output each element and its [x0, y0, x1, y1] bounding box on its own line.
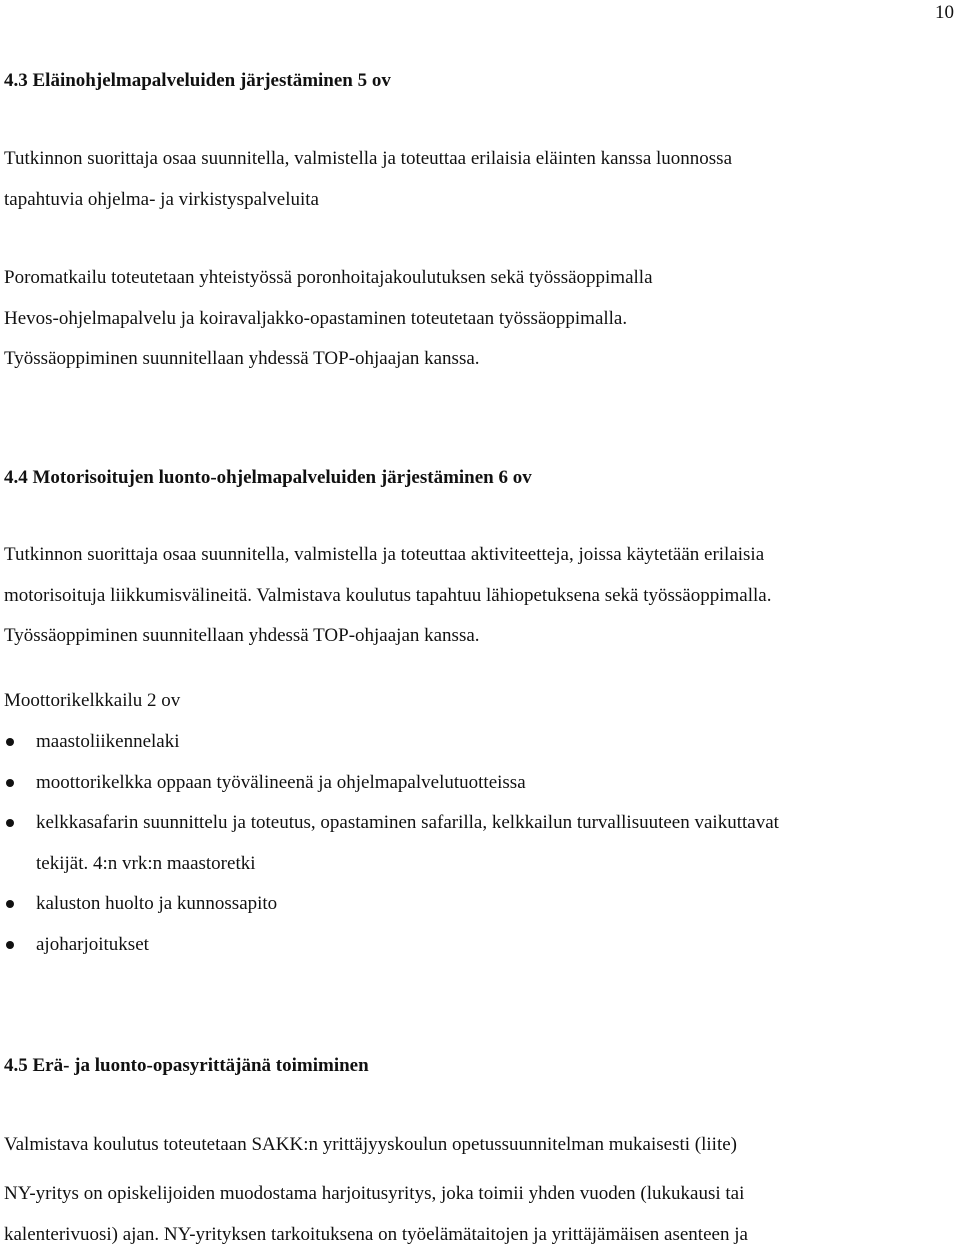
- section-4-4-subheading: Moottorikelkkailu 2 ov: [4, 681, 954, 722]
- text-line: kaluston huolto ja kunnossapito: [36, 884, 954, 925]
- bullet-list: [4, 722, 954, 965]
- section-4-3-paragraph-2: [4, 258, 954, 380]
- section-4-5-paragraph-2: [4, 1174, 954, 1255]
- section-heading-4-4: 4.4 Motorisoitujen luonto-ohjelmapalveluiden järjestäminen 6 ov: [4, 466, 954, 490]
- text-line: Työssäoppiminen suunnitellaan yhdessä TOP-ohjaajan kanssa.: [4, 339, 954, 380]
- list-item: [4, 722, 954, 763]
- text-line: tapahtuvia ohjelma- ja virkistyspalveluita: [4, 180, 954, 221]
- list-item: [4, 884, 954, 925]
- text-line: Poromatkailu toteutetaan yhteistyössä poronhoitajakoulutuksen sekä työssäoppimalla: [4, 258, 954, 299]
- text-line: Tutkinnon suorittaja osaa suunnitella, valmistella ja toteuttaa erilaisia eläinten kanssa luonnossa: [4, 139, 954, 180]
- text-line: Tutkinnon suorittaja osaa suunnitella, valmistella ja toteuttaa aktiviteetteja, joissa käytetään erilaisia: [4, 535, 954, 576]
- text-line: maastoliikennelaki: [36, 722, 954, 763]
- bullet-icon: [6, 819, 14, 827]
- section-4-5-paragraph-1: [4, 1125, 954, 1166]
- text-line: Työssäoppiminen suunnitellaan yhdessä TOP-ohjaajan kanssa.: [4, 616, 954, 657]
- list-item: [4, 925, 954, 966]
- text-line: ajoharjoitukset: [36, 925, 954, 966]
- page-number: 10: [935, 2, 954, 24]
- bullet-icon: [6, 779, 14, 787]
- text-line: Hevos-ohjelmapalvelu ja koiravaljakko-opastaminen toteutetaan työssäoppimalla.: [4, 299, 954, 340]
- bullet-icon: [6, 738, 14, 746]
- list-item: [4, 763, 954, 804]
- text-line: Valmistava koulutus toteutetaan SAKK:n yrittäjyyskoulun opetussuunnitelman mukaisesti (liite): [4, 1125, 954, 1166]
- text-line: moottorikelkka oppaan työvälineenä ja ohjelmapalvelutuotteissa: [36, 763, 954, 804]
- text-line: kalenterivuosi) ajan. NY-yrityksen tarkoituksena on työelämätaitojen ja yrittäjämäisen asenteen ja: [4, 1215, 954, 1255]
- section-heading-4-3: 4.3 Eläinohjelmapalveluiden järjestäminen 5 ov: [4, 69, 954, 93]
- text-line: kelkkasafarin suunnittelu ja toteutus, opastaminen safarilla, kelkkailun turvallisuuteen vaikuttavat: [36, 803, 954, 844]
- text-line: tekijät. 4:n vrk:n maastoretki: [36, 844, 954, 885]
- section-4-3-paragraph-1: [4, 139, 954, 220]
- text-line: NY-yritys on opiskelijoiden muodostama harjoitusyritys, joka toimii yhden vuoden (lukukausi tai: [4, 1174, 954, 1215]
- section-heading-4-5: 4.5 Erä- ja luonto-opasyrittäjänä toimiminen: [4, 1054, 954, 1078]
- section-4-4-paragraph-1: [4, 535, 954, 657]
- list-item: [4, 803, 954, 884]
- bullet-icon: [6, 941, 14, 949]
- text-line: motorisoituja liikkumisvälineitä. Valmistava koulutus tapahtuu lähiopetuksena sekä työssäoppimalla.: [4, 576, 954, 617]
- bullet-icon: [6, 900, 14, 908]
